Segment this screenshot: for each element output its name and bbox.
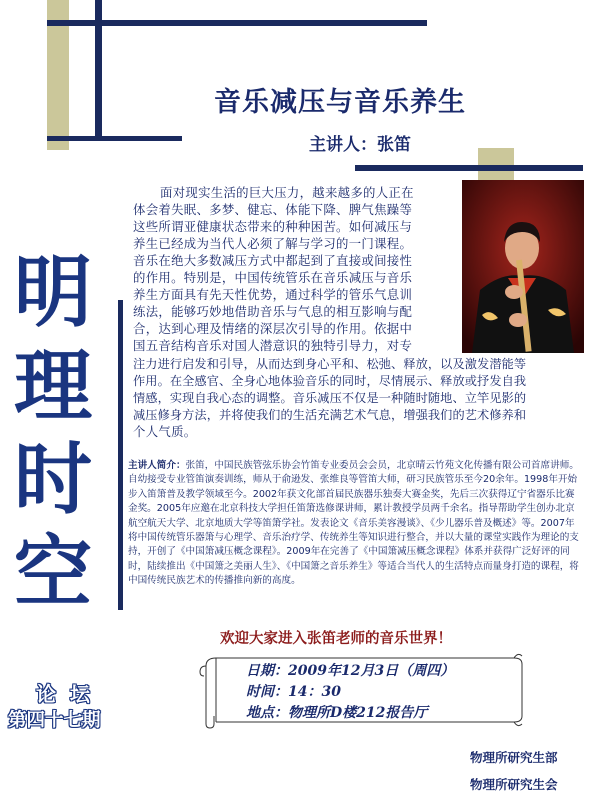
- intro-line-10: 国五音结构音乐对国人潜意识的独特引导力，对专: [133, 338, 413, 353]
- series-char-4: 空: [14, 527, 93, 618]
- left-vertical-line: [118, 300, 123, 610]
- bio-label: 主讲人简介：: [128, 460, 186, 471]
- forum-label: 论 坛: [36, 682, 90, 706]
- organizer-2: 物理所研究生会: [470, 777, 558, 792]
- intro-line-3: 这些所谓亚健康状态带来的种种困苦。如何减压与: [133, 219, 413, 234]
- intro-line-12: 作用。在全感官、全身心地体验音乐的同时，尽情展示、释放或抒发自我: [133, 374, 527, 388]
- right-navy-line: [355, 165, 583, 171]
- event-location: 地点：物理所D楼212报告厅: [246, 705, 428, 721]
- speaker-line: 主讲人：张笛: [309, 135, 411, 155]
- intro-line-11: 注力进行启发和引导，从而达到身心平和、松弛、释放，以及激发潜能等: [133, 357, 527, 371]
- intro-line-13: 情感，实现自我心态的调整。音乐减压不仅是一种随时随地、立竿见影的: [133, 391, 527, 405]
- intro-line-8: 练法，能够巧妙地借助音乐与气息的相互影响与配: [133, 304, 413, 319]
- left-horizontal-line: [47, 136, 182, 141]
- event-time: 时间：14：30: [246, 684, 341, 700]
- top-header-line: [47, 20, 427, 26]
- intro-line-15: 个人气质。: [133, 424, 197, 439]
- issue-label: 第四十七期: [8, 710, 101, 731]
- intro-line-6: 的作用。特别是，中国传统管乐在音乐减压与音乐: [133, 270, 413, 285]
- bio-text: 张笛，中国民族管弦乐协会竹笛专业委员会会员，北京晴云竹苑文化传播有限公司首席讲师。自幼接受专业管笛演奏训练，师从于俞逊发、张维良等管笛大师，研习民族管乐至今20余年。1998年开始步入笛箫普及教学领域至今。2002年获文化部首届民族器乐独奏大赛金奖，先后三次获得辽宁省器乐比赛金奖。2005年应邀在北京科技大学担任笛箫选修课讲师，累计教授学员两千余名。指导帮助学生创办北京航空航天大学、北京地质大学等笛箫学社。发表论文《音乐美容漫谈》、《少儿器乐普及概述》等。2007年将中国传统管乐器箫与心理学、音乐治疗学、传统养生等知识进行整合，并以大量的课堂实践作为理论的支持，开创了《中国箫减压概念课程》。2009年在完善了《中国箫减压概念课程》体系并获得广泛好评的同时，陆续推出《中国箫之美丽人生》、《中国箫之音乐养生》等适合当代人的生活特点而量身打造的课程，将中国传统民族艺术的传播推向新的高度。: [128, 460, 579, 587]
- event-date: 日期：2009年12月3日（周四）: [246, 663, 455, 679]
- speaker-bio: [128, 459, 583, 589]
- intro-line-7: 养生方面具有先天性优势，通过科学的管乐气息训: [133, 287, 413, 302]
- intro-line-14: 减压修身方法，并将使我们的生活充满艺术气息，增强我们的艺术修养和: [133, 408, 527, 422]
- intro-line-9: 合，达到心理及情绪的深层次引导的作用。依据中: [133, 321, 413, 336]
- intro-line-5: 音乐在绝大多数减压方式中都起到了直接或间接性: [133, 253, 413, 268]
- series-char-2: 理: [14, 341, 93, 432]
- intro-line-2: 体会着失眠、多梦、健忘、体能下降、脾气焦躁等: [133, 202, 413, 217]
- series-char-3: 时: [14, 434, 93, 525]
- welcome-line: 欢迎大家进入张笛老师的音乐世界！: [220, 630, 452, 647]
- speaker-photo: [462, 180, 584, 353]
- speaker-photo-illustration: [462, 180, 584, 353]
- series-char-1: 明: [14, 247, 93, 338]
- organizer-1: 物理所研究生部: [470, 750, 558, 765]
- page-title: 音乐减压与音乐养生: [214, 87, 466, 118]
- intro-line-1: 面对现实生活的巨大压力，越来越多的人正在: [160, 185, 414, 200]
- intro-line-4: 养生已经成为当代人必须了解与学习的一门课程。: [133, 236, 413, 251]
